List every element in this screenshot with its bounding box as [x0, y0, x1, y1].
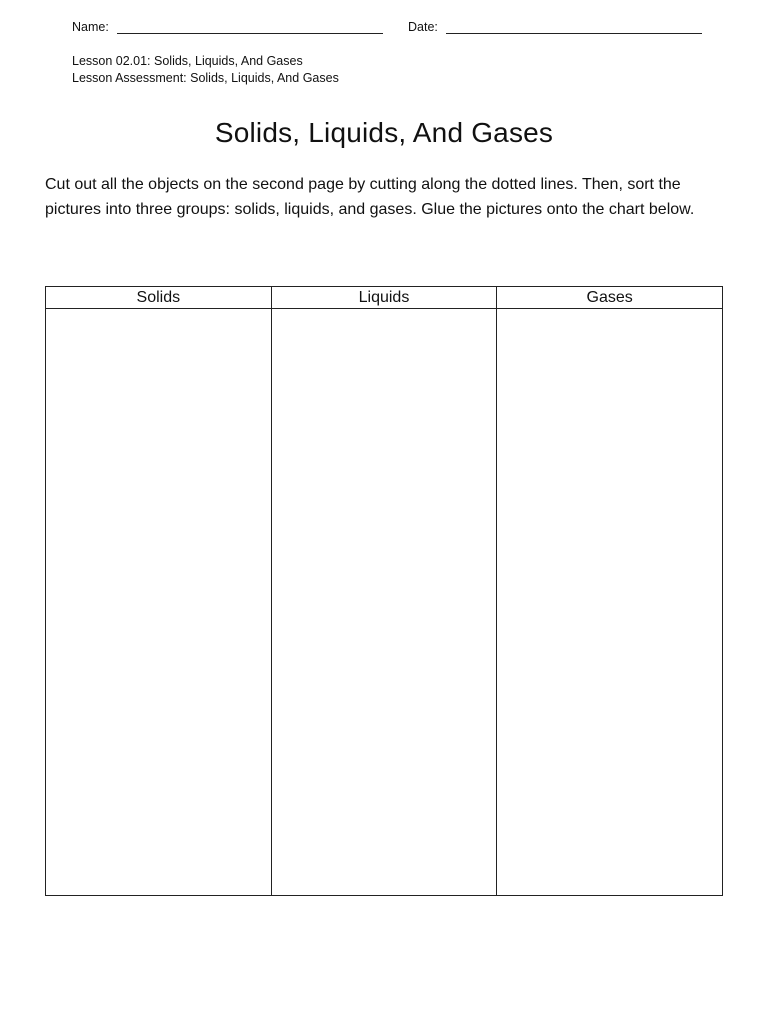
sorting-chart — [45, 286, 723, 896]
name-label: Name: — [72, 20, 109, 34]
name-field — [72, 17, 383, 34]
lesson-line-2: Lesson Assessment: Solids, Liquids, And Gases — [72, 71, 339, 85]
column-header-solids: Solids — [46, 287, 272, 309]
name-blank-line[interactable] — [117, 17, 383, 34]
instructions-text: Cut out all the objects on the second page by cutting along the dotted lines. Then, sort the pictures into three groups: solids, liquids, and gases. Glue the pictures onto the chart below. — [45, 176, 695, 218]
date-blank-line[interactable] — [446, 17, 702, 34]
chart-body-row — [46, 309, 723, 896]
lesson-line-1: Lesson 02.01: Solids, Liquids, And Gases — [72, 54, 303, 68]
date-label: Date: — [408, 20, 438, 34]
lesson-info — [72, 53, 339, 87]
page-title: Solids, Liquids, And Gases — [214, 117, 554, 148]
liquids-column-area[interactable] — [271, 309, 497, 896]
chart-header-row — [46, 287, 723, 309]
date-field — [408, 17, 702, 34]
column-header-liquids: Liquids — [271, 287, 497, 309]
column-header-gases: Gases — [497, 287, 723, 309]
gases-column-area[interactable] — [497, 309, 723, 896]
solids-column-area[interactable] — [46, 309, 272, 896]
